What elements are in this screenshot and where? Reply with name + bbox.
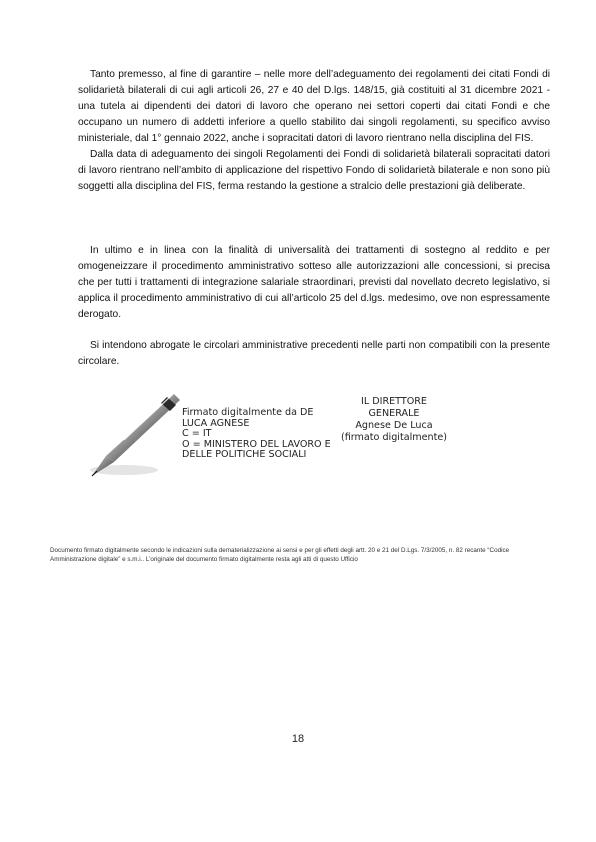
signature-line: C = IT xyxy=(182,428,212,439)
signature-line: O = MINISTERO DEL LAVORO E xyxy=(182,438,331,450)
director-name: Agnese De Luca xyxy=(355,420,433,431)
signature-line: LUCA AGNESE xyxy=(182,417,250,429)
director-title: IL DIRETTORE GENERALE xyxy=(361,396,427,419)
director-note: (firmato digitalmente) xyxy=(340,432,448,443)
pen-icon xyxy=(84,390,184,480)
paragraph-procedimento: In ultimo e in linea con la finalità di universalità dei trattamenti di sostegno al reddito e per omogeneizzare il procedimento amministrativo sotteso alle autorizzazioni alle concessioni, si precisa che per tutti i trattamenti di integrazione salariale straordinari, previsti dal novellato decreto legislativo, si applica il procedimento amministrativo di cui all’articolo 25 del d.lgs. medesimo, ove non espressamente derogato. xyxy=(78,245,550,320)
signature-line: Firmato digitalmente da DE xyxy=(182,407,314,418)
paragraph-premessa: Tanto premesso, al fine di garantire – nelle more dell’adeguamento dei regolamenti dei citati Fondi di solidarietà bilaterali di cui agli articoli 26, 27 e 40 del D.lgs. 148/15, già costituiti al 31 dicembre 2021 - una tutela ai dipendenti dei datori di lavoro che operano nei settori coperti dai citati Fondi e che occupano un numero di addetti inferiore a quello stabilito dai singoli regolamenti, su specifico avviso ministeriale, dal 1° gennaio 2022, anche i sopracitati datori di lavoro rientrano nella disciplina del FIS. xyxy=(78,69,550,144)
paragraph-abrogazione: Si intendono abrogate le circolari amministrative precedenti nelle parti non compatibili con la presente circolare. xyxy=(78,340,550,367)
signature-line: DELLE POLITICHE SOCIALI xyxy=(182,449,307,460)
paragraph-adeguamento: Dalla data di adeguamento dei singoli Regolamenti dei Fondi di solidarietà bilaterali sopracitati datori di lavoro rientrano nell’ambito di applicazione del rispettivo Fondo di solidarietà bilaterale e non sono più soggetti alla disciplina del FIS, ferma restando la gestione a stralcio delle prestazioni già deliberate. xyxy=(78,149,550,192)
digital-signature-block xyxy=(84,390,484,480)
director-signature xyxy=(334,396,454,444)
footnote: Documento firmato digitalmente secondo le indicazioni sulla dematerializzazione ai sensi e per gli effetti degli artt. 20 e 21 del D.Lgs. 7/3/2005, n. 82 recante “Codice Amministrazione digitale” e s.m.i.. L’originale del documento firmato digitalmente resta agli atti di questo Ufficio xyxy=(50,547,510,564)
page-number: 18 xyxy=(291,733,305,745)
